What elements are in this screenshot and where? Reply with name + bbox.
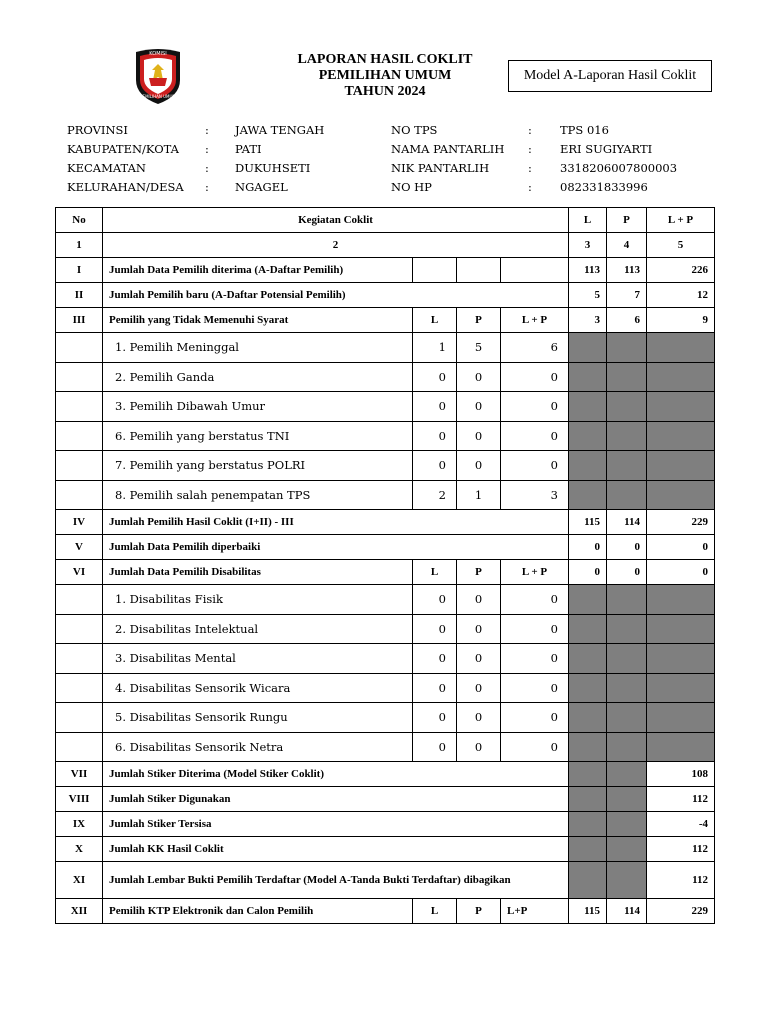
row-label: Jumlah Data Pemilih Disabilitas — [103, 560, 413, 585]
row-no: III — [56, 308, 103, 333]
table-index-row — [56, 233, 715, 258]
row-no: IX — [56, 812, 103, 837]
row-label: Pemilih yang Tidak Memenuhi Syarat — [103, 308, 413, 333]
info-label-kecamatan: KECAMATAN — [67, 161, 146, 175]
header-no: No — [56, 208, 103, 233]
row-lp: 0 — [647, 535, 715, 560]
title-line-2: PEMILIHAN UMUM — [318, 68, 452, 83]
row-lp: 226 — [647, 258, 715, 283]
sub-row — [56, 392, 715, 422]
sub-row — [56, 362, 715, 392]
info-right-values — [560, 121, 677, 197]
row-lp: 0 — [647, 560, 715, 585]
info-sep: : — [528, 161, 532, 175]
sub-row-lp: 0 — [501, 392, 569, 422]
sub-row-p: 5 — [457, 333, 501, 363]
info-value-no-tps: TPS 016 — [560, 123, 609, 137]
row-no: II — [56, 283, 103, 308]
sub-row-p: 0 — [457, 673, 501, 703]
sub-row-label: 5. Disabilitas Sensorik Rungu — [103, 703, 413, 733]
sub-row — [56, 585, 715, 615]
subheader-lp: L + P — [501, 308, 569, 333]
row-l: 0 — [569, 535, 607, 560]
row-no: VIII — [56, 787, 103, 812]
row-label: Jumlah Pemilih Hasil Coklit (I+II) - III — [103, 510, 569, 535]
sub-row-p: 0 — [457, 421, 501, 451]
row-no: X — [56, 837, 103, 862]
info-value-kecamatan: DUKUHSETI — [235, 161, 311, 175]
table-row — [56, 812, 715, 837]
subheader-l: L — [413, 308, 457, 333]
row-no: XI — [56, 862, 103, 899]
sub-row-l: 0 — [413, 644, 457, 674]
table-row — [56, 837, 715, 862]
row-lp: 229 — [647, 510, 715, 535]
row-lp: 229 — [647, 899, 715, 924]
row-label: Jumlah Lembar Bukti Pemilih Terdaftar (Model A-Tanda Bukti Terdaftar) dibagikan — [103, 862, 569, 899]
header-p: P — [607, 208, 647, 233]
info-label-nik-pantarlih: NIK PANTARLIH — [391, 161, 490, 175]
logo-bottom-text: PEMILIHAN UMUM — [140, 94, 176, 99]
row-no: VII — [56, 762, 103, 787]
table-row — [56, 308, 715, 333]
info-left-labels — [67, 121, 184, 197]
info-right-seps — [528, 121, 532, 197]
sub-row-l: 0 — [413, 421, 457, 451]
sub-row-p: 0 — [457, 703, 501, 733]
row-no: XII — [56, 899, 103, 924]
row-p: 113 — [607, 258, 647, 283]
sub-row-lp: 0 — [501, 732, 569, 762]
row-label: Pemilih KTP Elektronik dan Calon Pemilih — [103, 899, 413, 924]
sub-row-label: 7. Pemilih yang berstatus POLRI — [103, 451, 413, 481]
sub-row-l: 2 — [413, 480, 457, 510]
index-no: 1 — [56, 233, 103, 258]
subheader-p: P — [457, 308, 501, 333]
info-right-labels — [391, 121, 504, 197]
row-label: Jumlah Pemilih baru (A-Daftar Potensial Pemilih) — [103, 283, 569, 308]
table-header-row — [56, 208, 715, 233]
row-label: Jumlah Stiker Tersisa — [103, 812, 569, 837]
kpu-logo-icon — [130, 46, 186, 106]
row-no: I — [56, 258, 103, 283]
row-no: VI — [56, 560, 103, 585]
row-p: 6 — [607, 308, 647, 333]
title-line-1: LAPORAN HASIL COKLIT — [297, 52, 473, 67]
info-value-nik-pantarlih: 3318206007800003 — [560, 161, 678, 175]
sub-row-label: 8. Pemilih salah penempatan TPS — [103, 480, 413, 510]
sub-row-label: 1. Disabilitas Fisik — [103, 585, 413, 615]
sub-row-p: 0 — [457, 614, 501, 644]
row-l: 115 — [569, 510, 607, 535]
sub-row-label: 3. Disabilitas Mental — [103, 644, 413, 674]
sub-row — [56, 732, 715, 762]
row-l: 115 — [569, 899, 607, 924]
row-l: 113 — [569, 258, 607, 283]
sub-row-p: 0 — [457, 362, 501, 392]
info-label-provinsi: PROVINSI — [67, 123, 128, 137]
sub-row — [56, 644, 715, 674]
sub-row — [56, 333, 715, 363]
report-title — [250, 52, 520, 100]
row-lp: 9 — [647, 308, 715, 333]
sub-row-l: 0 — [413, 732, 457, 762]
sub-row-l: 0 — [413, 392, 457, 422]
row-lp: 12 — [647, 283, 715, 308]
table-row — [56, 787, 715, 812]
sub-row-l: 0 — [413, 673, 457, 703]
row-p: 7 — [607, 283, 647, 308]
info-sep: : — [205, 180, 209, 194]
sub-row-label: 3. Pemilih Dibawah Umur — [103, 392, 413, 422]
sub-row-lp: 0 — [501, 585, 569, 615]
sub-row-l: 0 — [413, 614, 457, 644]
info-sep: : — [528, 123, 532, 137]
sub-row-label: 2. Pemilih Ganda — [103, 362, 413, 392]
row-p: 114 — [607, 510, 647, 535]
header-kegiatan: Kegiatan Coklit — [103, 208, 569, 233]
sub-row-lp: 3 — [501, 480, 569, 510]
sub-row-label: 6. Pemilih yang berstatus TNI — [103, 421, 413, 451]
header-lp: L + P — [647, 208, 715, 233]
sub-row — [56, 614, 715, 644]
sub-row-p: 0 — [457, 644, 501, 674]
subheader-p: P — [457, 899, 501, 924]
index-l: 3 — [569, 233, 607, 258]
sub-row-l: 0 — [413, 451, 457, 481]
row-l: 3 — [569, 308, 607, 333]
sub-row-lp: 0 — [501, 673, 569, 703]
row-l: 5 — [569, 283, 607, 308]
subheader-p: P — [457, 560, 501, 585]
table-row — [56, 899, 715, 924]
sub-row-label: 4. Disabilitas Sensorik Wicara — [103, 673, 413, 703]
info-sep: : — [205, 123, 209, 137]
table-row — [56, 560, 715, 585]
sub-row-lp: 6 — [501, 333, 569, 363]
table-row — [56, 283, 715, 308]
title-line-3: TAHUN 2024 — [344, 84, 426, 99]
sub-row-p: 0 — [457, 451, 501, 481]
info-left-seps — [205, 121, 209, 197]
info-label-nama-pantarlih: NAMA PANTARLIH — [391, 142, 505, 156]
sub-row-lp: 0 — [501, 644, 569, 674]
row-no: V — [56, 535, 103, 560]
table-row — [56, 510, 715, 535]
info-value-no-hp: 082331833996 — [560, 180, 648, 194]
sub-row-p: 0 — [457, 585, 501, 615]
sub-row-lp: 0 — [501, 362, 569, 392]
row-lp: 112 — [647, 787, 715, 812]
model-label: Model A-Laporan Hasil Coklit — [508, 60, 712, 92]
row-lp: 112 — [647, 862, 715, 899]
row-label: Jumlah Data Pemilih diterima (A-Daftar Pemilih) — [103, 258, 413, 283]
info-label-kabupaten: KABUPATEN/KOTA — [67, 142, 179, 156]
row-label: Jumlah KK Hasil Coklit — [103, 837, 569, 862]
logo-top-text: KOMISI — [149, 51, 167, 57]
sub-row — [56, 451, 715, 481]
index-kegiatan: 2 — [103, 233, 569, 258]
sub-row-l: 0 — [413, 703, 457, 733]
index-p: 4 — [607, 233, 647, 258]
sub-row-l: 1 — [413, 333, 457, 363]
sub-row-lp: 0 — [501, 451, 569, 481]
coklit-table — [55, 207, 715, 924]
row-label: Jumlah Stiker Diterima (Model Stiker Coklit) — [103, 762, 569, 787]
info-value-nama-pantarlih: ERI SUGIYARTI — [560, 142, 653, 156]
row-p: 0 — [607, 560, 647, 585]
index-lp: 5 — [647, 233, 715, 258]
info-value-provinsi: JAWA TENGAH — [235, 123, 325, 137]
table-row — [56, 258, 715, 283]
info-sep: : — [528, 142, 532, 156]
table-row — [56, 862, 715, 899]
sub-row-lp: 0 — [501, 703, 569, 733]
info-label-no-hp: NO HP — [391, 180, 432, 194]
sub-row-label: 2. Disabilitas Intelektual — [103, 614, 413, 644]
info-value-kabupaten: PATI — [235, 142, 262, 156]
sub-row-lp: 0 — [501, 614, 569, 644]
info-sep: : — [205, 142, 209, 156]
row-lp: -4 — [647, 812, 715, 837]
sub-row — [56, 673, 715, 703]
row-no: IV — [56, 510, 103, 535]
sub-row-l: 0 — [413, 362, 457, 392]
info-label-no-tps: NO TPS — [391, 123, 438, 137]
subheader-lp: L + P — [501, 560, 569, 585]
sub-row-p: 0 — [457, 392, 501, 422]
row-l: 0 — [569, 560, 607, 585]
subheader-lp: L+P — [501, 899, 569, 924]
sub-row — [56, 480, 715, 510]
table-row — [56, 762, 715, 787]
info-value-kelurahan: NGAGEL — [235, 180, 288, 194]
row-lp: 112 — [647, 837, 715, 862]
sub-row-lp: 0 — [501, 421, 569, 451]
table-row — [56, 535, 715, 560]
sub-row-label: 1. Pemilih Meninggal — [103, 333, 413, 363]
sub-row-l: 0 — [413, 585, 457, 615]
row-lp: 108 — [647, 762, 715, 787]
row-label: Jumlah Stiker Digunakan — [103, 787, 569, 812]
header-l: L — [569, 208, 607, 233]
sub-row — [56, 421, 715, 451]
info-left-values — [235, 121, 324, 197]
info-sep: : — [205, 161, 209, 175]
subheader-l: L — [413, 560, 457, 585]
sub-row-p: 1 — [457, 480, 501, 510]
sub-row-p: 0 — [457, 732, 501, 762]
row-p: 0 — [607, 535, 647, 560]
subheader-l: L — [413, 899, 457, 924]
sub-row — [56, 703, 715, 733]
row-p: 114 — [607, 899, 647, 924]
sub-row-label: 6. Disabilitas Sensorik Netra — [103, 732, 413, 762]
info-label-kelurahan: KELURAHAN/DESA — [67, 180, 184, 194]
row-label: Jumlah Data Pemilih diperbaiki — [103, 535, 569, 560]
info-sep: : — [528, 180, 532, 194]
